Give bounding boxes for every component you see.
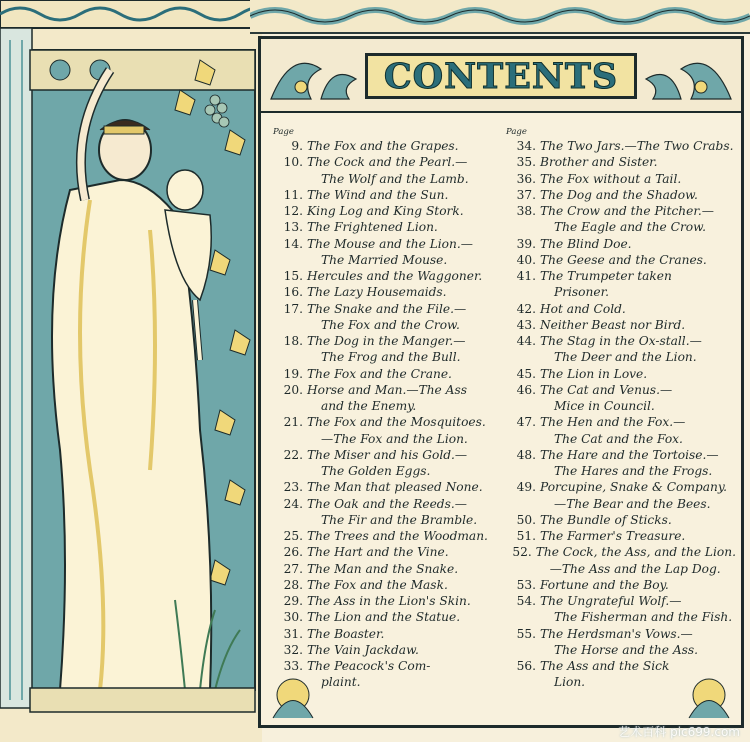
- page-number: 31.: [283, 626, 303, 641]
- contents-entry: [273, 203, 503, 219]
- title-line-continued: The Hares and the Frogs.: [554, 464, 713, 478]
- page-number: 29.: [283, 594, 303, 608]
- title-line: The Snake and the File.—: [307, 301, 467, 316]
- contents-entry: [506, 187, 736, 203]
- contents-entry: [273, 593, 503, 609]
- title-line: The Hen and the Fox.—: [540, 415, 686, 430]
- page-number: 21.: [283, 415, 303, 430]
- contents-entry: [273, 219, 503, 235]
- contents-entry: [273, 138, 503, 154]
- contents-entry: [273, 447, 503, 480]
- fable-title: [307, 447, 503, 480]
- title-line-continued: —The Fox and the Lion.: [321, 431, 468, 446]
- fable-title: [307, 301, 503, 334]
- fable-title: [307, 479, 503, 495]
- fable-title: [307, 528, 503, 544]
- page-number: 33.: [283, 659, 303, 673]
- fable-title: [540, 382, 736, 415]
- contents-entry: [506, 382, 736, 415]
- page-number: 39.: [516, 236, 536, 251]
- page-number: 47.: [516, 415, 536, 430]
- page-number: 30.: [283, 610, 303, 625]
- title-line: King Log and King Stork.: [307, 204, 464, 218]
- page-number: 10.: [283, 155, 303, 170]
- contents-frame: [258, 36, 744, 728]
- fable-title: [307, 609, 503, 625]
- title-line: Horse and Man.—The Ass: [307, 382, 467, 397]
- contents-entry: [506, 447, 736, 480]
- page-number: 42.: [516, 301, 536, 316]
- page-number: 18.: [283, 334, 303, 348]
- contents-entry: [506, 333, 736, 366]
- contents-entry: [506, 154, 736, 170]
- fable-title: [540, 479, 736, 512]
- fable-title: [307, 382, 503, 415]
- fable-title: [540, 447, 736, 480]
- page-number: 40.: [516, 252, 536, 267]
- fable-title: [540, 236, 736, 252]
- title-line-continued: —The Ass and the Lap Dog.: [549, 561, 721, 576]
- title-line: The Ass in the Lion's Skin.: [307, 594, 471, 608]
- page-number: 49.: [516, 480, 536, 495]
- page-number: 28.: [283, 577, 303, 592]
- contents-entry: [506, 268, 736, 301]
- title-line: The Man and the Snake.: [307, 561, 459, 576]
- contents-entry: [506, 138, 736, 154]
- title-line: The Blind Doe.: [540, 236, 632, 251]
- title-line-continued: The Horse and the Ass.: [554, 642, 699, 657]
- contents-entry: [273, 187, 503, 203]
- title-line: The Lion and the Statue.: [307, 610, 461, 625]
- contents-entry: [273, 577, 503, 593]
- fable-title: [307, 642, 503, 658]
- contents-entry: [273, 496, 503, 529]
- fable-title: [307, 366, 503, 382]
- title-line: The Fox and the Crane.: [307, 366, 452, 381]
- fable-title: [540, 187, 736, 203]
- page-number: 32.: [283, 642, 303, 657]
- title-line-continued: Prisoner.: [554, 285, 609, 300]
- title-line: The Stag in the Ox-stall.—: [540, 334, 702, 348]
- illustration-panel: [0, 0, 262, 742]
- top-border: [250, 0, 750, 34]
- contents-entry: [273, 268, 503, 284]
- title-line: The Crow and the Pitcher.—: [540, 204, 714, 218]
- title-line: The Vain Jackdaw.: [307, 642, 419, 657]
- page-column-label: Page: [273, 127, 294, 137]
- title-line: The Bundle of Sticks.: [540, 512, 672, 527]
- page-number: 12.: [283, 204, 303, 218]
- contents-entry: [506, 544, 736, 577]
- page-number: 54.: [516, 594, 536, 608]
- page-title: CONTENTS: [383, 55, 619, 97]
- page-number: 13.: [283, 220, 303, 235]
- fable-title: [540, 203, 736, 236]
- fable-title: [307, 236, 503, 269]
- page-number: 44.: [516, 334, 536, 348]
- fable-title: [540, 512, 736, 528]
- title-line: The Herdsman's Vows.—: [540, 626, 693, 641]
- title-line-continued: Lion.: [554, 675, 586, 690]
- woman-with-child-illustration: [0, 0, 262, 742]
- fable-title: [307, 333, 503, 366]
- contents-entry: [273, 333, 503, 366]
- page-number: 35.: [516, 155, 536, 170]
- contents-entry: [506, 236, 736, 252]
- page-number: 20.: [283, 382, 303, 397]
- fable-title: [307, 593, 503, 609]
- contents-entry: [506, 577, 736, 593]
- title-line: The Ass and the Sick: [540, 659, 670, 673]
- contents-entry: [506, 301, 736, 317]
- title-line: The Hare and the Tortoise.—: [540, 447, 719, 462]
- title-line: The Fox and the Mosquitoes.: [307, 415, 486, 430]
- title-line-continued: The Cat and the Fox.: [554, 431, 683, 446]
- title-line: The Dog in the Manger.—: [307, 334, 466, 348]
- page-number: 22.: [283, 447, 303, 462]
- fable-title: [540, 333, 736, 366]
- page-number: 48.: [516, 447, 536, 462]
- contents-column-left: [273, 127, 503, 691]
- title-line: The Fox and the Grapes.: [307, 139, 459, 153]
- page-number: 17.: [283, 301, 303, 316]
- title-line-continued: The Golden Eggs.: [321, 464, 431, 478]
- fable-title: [307, 219, 503, 235]
- contents-entry: [273, 544, 503, 560]
- fable-title: [540, 301, 736, 317]
- contents-entry: [273, 366, 503, 382]
- contents-entry: [273, 414, 503, 447]
- title-line-continued: The Wolf and the Lamb.: [321, 171, 469, 186]
- title-line-continued: The Fir and the Bramble.: [321, 512, 478, 527]
- title-box: [365, 53, 637, 99]
- title-line: The Cat and Venus.—: [540, 382, 673, 397]
- page-column-label: Page: [506, 127, 527, 137]
- contents-entry: [273, 609, 503, 625]
- title-line: The Lazy Housemaids.: [307, 285, 447, 300]
- page-number: 15.: [283, 269, 303, 283]
- title-line-continued: The Married Mouse.: [321, 252, 448, 267]
- title-line: The Mouse and the Lion.—: [307, 236, 473, 251]
- fable-title: [540, 252, 736, 268]
- page-number: 46.: [516, 382, 536, 397]
- title-line: The Hart and the Vine.: [307, 545, 449, 560]
- page-number: 53.: [516, 577, 536, 592]
- fable-title: [540, 577, 736, 593]
- page-number: 38.: [516, 204, 536, 218]
- page-number: 52.: [512, 545, 532, 560]
- contents-entry: [273, 626, 503, 642]
- fable-title: [540, 366, 736, 382]
- fable-title: [540, 138, 736, 154]
- fable-title: [540, 528, 736, 544]
- page-number: 19.: [283, 366, 303, 381]
- page-number: 9.: [291, 139, 303, 153]
- corner-ornament-right: [679, 663, 739, 723]
- page-number: 51.: [516, 529, 536, 543]
- contents-column-right: [506, 127, 736, 691]
- title-line: The Peacock's Com-: [307, 659, 431, 673]
- title-line: The Ungrateful Wolf.—: [540, 594, 682, 608]
- fable-title: [540, 593, 736, 626]
- title-line-continued: The Fox and the Crow.: [321, 317, 460, 332]
- page-number: 27.: [283, 561, 303, 576]
- fable-title: [540, 268, 736, 301]
- title-line: The Farmer's Treasure.: [540, 529, 686, 543]
- fable-title: [307, 496, 503, 529]
- title-line: The Trumpeter taken: [540, 269, 672, 283]
- contents-entry: [273, 382, 503, 415]
- contents-entry: [506, 252, 736, 268]
- fable-title: [307, 138, 503, 154]
- title-line-continued: —The Bear and the Bees.: [554, 496, 711, 511]
- title-line: The Two Jars.—The Two Crabs.: [540, 139, 734, 153]
- fable-title: [540, 171, 736, 187]
- contents-entry: [273, 528, 503, 544]
- page-number: 55.: [516, 626, 536, 641]
- contents-entry: [506, 626, 736, 659]
- contents-entry: [506, 171, 736, 187]
- contents-entry: [273, 479, 503, 495]
- fable-title: [307, 626, 503, 642]
- contents-entry: [273, 154, 503, 187]
- title-line-continued: The Deer and the Lion.: [554, 350, 697, 365]
- contents-entry: [506, 479, 736, 512]
- page-number: 16.: [283, 285, 303, 300]
- fable-title: [540, 317, 736, 333]
- contents-entry: [506, 203, 736, 236]
- contents-entry: [273, 642, 503, 658]
- contents-entry: [506, 593, 736, 626]
- page-number: 26.: [283, 545, 303, 560]
- title-line-continued: The Eagle and the Crow.: [554, 220, 706, 235]
- contents-entry: [506, 528, 736, 544]
- title-line: Fortune and the Boy.: [540, 577, 669, 592]
- page-number: 11.: [283, 187, 303, 202]
- title-line: Brother and Sister.: [540, 155, 658, 170]
- fable-title: [307, 187, 503, 203]
- border-ornament: [250, 0, 750, 32]
- title-line: The Cock and the Pearl.—: [307, 155, 468, 170]
- title-line: The Dog and the Shadow.: [540, 187, 698, 202]
- fable-title: [307, 561, 503, 577]
- title-line-continued: The Fisherman and the Fish.: [554, 610, 733, 625]
- title-line: The Trees and the Woodman.: [307, 529, 488, 543]
- contents-entry: [506, 512, 736, 528]
- title-line-continued: The Frog and the Bull.: [321, 350, 461, 365]
- page-number: 45.: [516, 366, 536, 381]
- fable-title: [307, 544, 503, 560]
- fable-title: [540, 414, 736, 447]
- title-line: The Man that pleased None.: [307, 480, 483, 495]
- fable-title: [307, 154, 503, 187]
- title-line: The Cock, the Ass, and the Lion.: [535, 545, 736, 560]
- title-line-continued: plaint.: [321, 675, 361, 690]
- title-line: The Frightened Lion.: [307, 220, 438, 235]
- title-line-continued: Mice in Council.: [554, 399, 655, 413]
- fable-title: [307, 268, 503, 284]
- contents-entry: [273, 236, 503, 269]
- title-line: The Boaster.: [307, 626, 385, 641]
- page-number: 41.: [516, 269, 536, 283]
- title-line: Hercules and the Waggoner.: [307, 269, 483, 283]
- page-number: 23.: [283, 480, 303, 495]
- page-number: 56.: [516, 659, 536, 673]
- page-number: 24.: [283, 496, 303, 511]
- corner-ornament-left: [263, 663, 323, 723]
- fable-title: [307, 414, 503, 447]
- watermark: 艺术百科 pic699.com: [618, 725, 740, 739]
- page-number: 14.: [283, 236, 303, 251]
- fable-title: [307, 658, 503, 691]
- title-line: The Miser and his Gold.—: [307, 447, 468, 462]
- contents-entry: [273, 561, 503, 577]
- title-line: The Fox without a Tail.: [540, 171, 682, 186]
- fable-title: [307, 577, 503, 593]
- title-line: The Geese and the Cranes.: [540, 252, 707, 267]
- fable-title: [307, 203, 503, 219]
- contents-entry: [506, 366, 736, 382]
- page-number: 50.: [516, 512, 536, 527]
- title-line: The Oak and the Reeds.—: [307, 496, 467, 511]
- title-line: Neither Beast nor Bird.: [540, 317, 686, 332]
- page-number: 37.: [516, 187, 536, 202]
- title-line: The Fox and the Mask.: [307, 577, 448, 592]
- title-line: Porcupine, Snake & Company.: [540, 480, 727, 495]
- fable-title: [307, 284, 503, 300]
- header-band: [261, 39, 741, 113]
- fable-title: [540, 154, 736, 170]
- contents-entry: [273, 301, 503, 334]
- page-number: 34.: [516, 139, 536, 153]
- contents-entry: [273, 284, 503, 300]
- title-line: The Wind and the Sun.: [307, 187, 449, 202]
- page-number: 43.: [516, 317, 536, 332]
- contents-entry: [506, 317, 736, 333]
- title-line: The Lion in Love.: [540, 366, 648, 381]
- fable-title: [540, 626, 736, 659]
- page-number: 36.: [516, 171, 536, 186]
- contents-entry: [506, 414, 736, 447]
- title-line: Hot and Cold.: [540, 301, 626, 316]
- fable-title: [536, 544, 736, 577]
- title-line-continued: and the Enemy.: [321, 399, 417, 413]
- page-number: 25.: [283, 529, 303, 543]
